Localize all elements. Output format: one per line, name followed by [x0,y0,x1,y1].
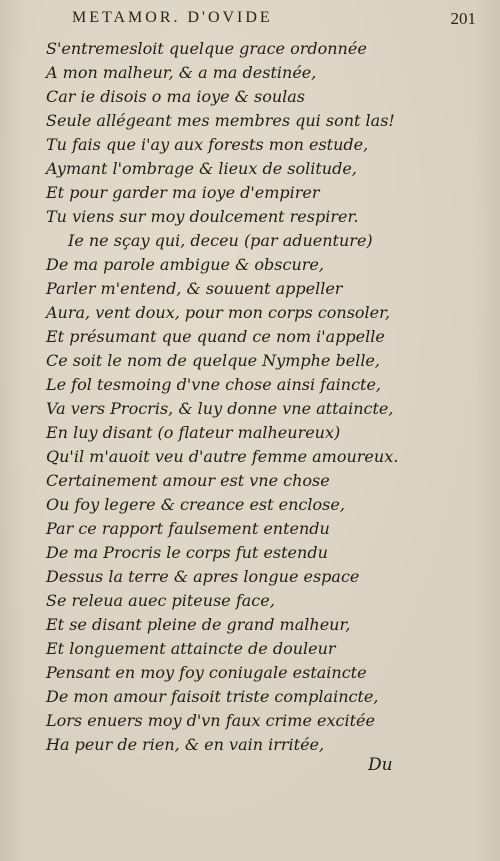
verse-line: Et présumant que quand ce nom i'appelle [46,327,385,346]
verse-line: Lors enuers moy d'vn faux crime excitée [46,711,375,730]
verse-line: Et longuement attaincte de douleur [46,639,336,658]
verse-line: Qu'il m'auoit veu d'autre femme amoureux. [46,447,399,466]
verse-line: A mon malheur, & a ma destinée, [46,63,317,82]
verse-line: Va vers Procris, & luy donne vne attaincte, [46,399,394,418]
verse-line: De ma Procris le corps fut estendu [46,543,328,562]
verse-line: En luy disant (o flateur malheureux) [46,423,341,442]
verse-line: Par ce rapport faulsement entendu [46,519,330,538]
verse-line: Ce soit le nom de quelque Nymphe belle, [46,351,380,370]
page-number: 201 [450,9,476,28]
verse-line: Dessus la terre & apres longue espace [46,567,360,586]
verse-line: Tu fais que i'ay aux forests mon estude, [46,135,369,154]
verse-line: Se releua auec piteuse face, [46,591,275,610]
verse-line: Tu viens sur moy doulcement respirer. [46,207,359,226]
verse-line: De mon amour faisoit triste complaincte, [46,687,379,706]
verse-line: Ie ne sçay qui, deceu (par aduenture) [68,231,373,250]
catchword: Du [368,755,393,775]
verse-line: Aymant l'ombrage & lieux de solitude, [46,159,357,178]
verse-line: Ou foy legere & creance est enclose, [46,495,345,514]
verse-line: Aura, vent doux, pour mon corps consoler, [46,303,391,322]
running-title: METAMOR. D'OVIDE [72,9,273,26]
verse-line: Parler m'entend, & souuent appeller [46,279,343,298]
verse-line: Seule allégeant mes membres qui sont las! [46,111,395,130]
verse-line: De ma parole ambigue & obscure, [46,255,324,274]
verse-line: Pensant en moy foy coniugale estaincte [46,663,367,682]
verse-line: S'entremesloit quelque grace ordonnée [46,39,367,58]
verse-line: Ha peur de rien, & en vain irritée, [46,735,325,754]
verse-line: Le fol tesmoing d'vne chose ainsi faincte, [46,375,382,394]
verse-line: Et pour garder ma ioye d'empirer [46,183,320,202]
running-head [72,9,476,31]
verse-line: Car ie disois o ma ioye & soulas [46,87,306,106]
verse-line: Et se disant pleine de grand malheur, [46,615,351,634]
verse-line: Certainement amour est vne chose [46,471,330,490]
